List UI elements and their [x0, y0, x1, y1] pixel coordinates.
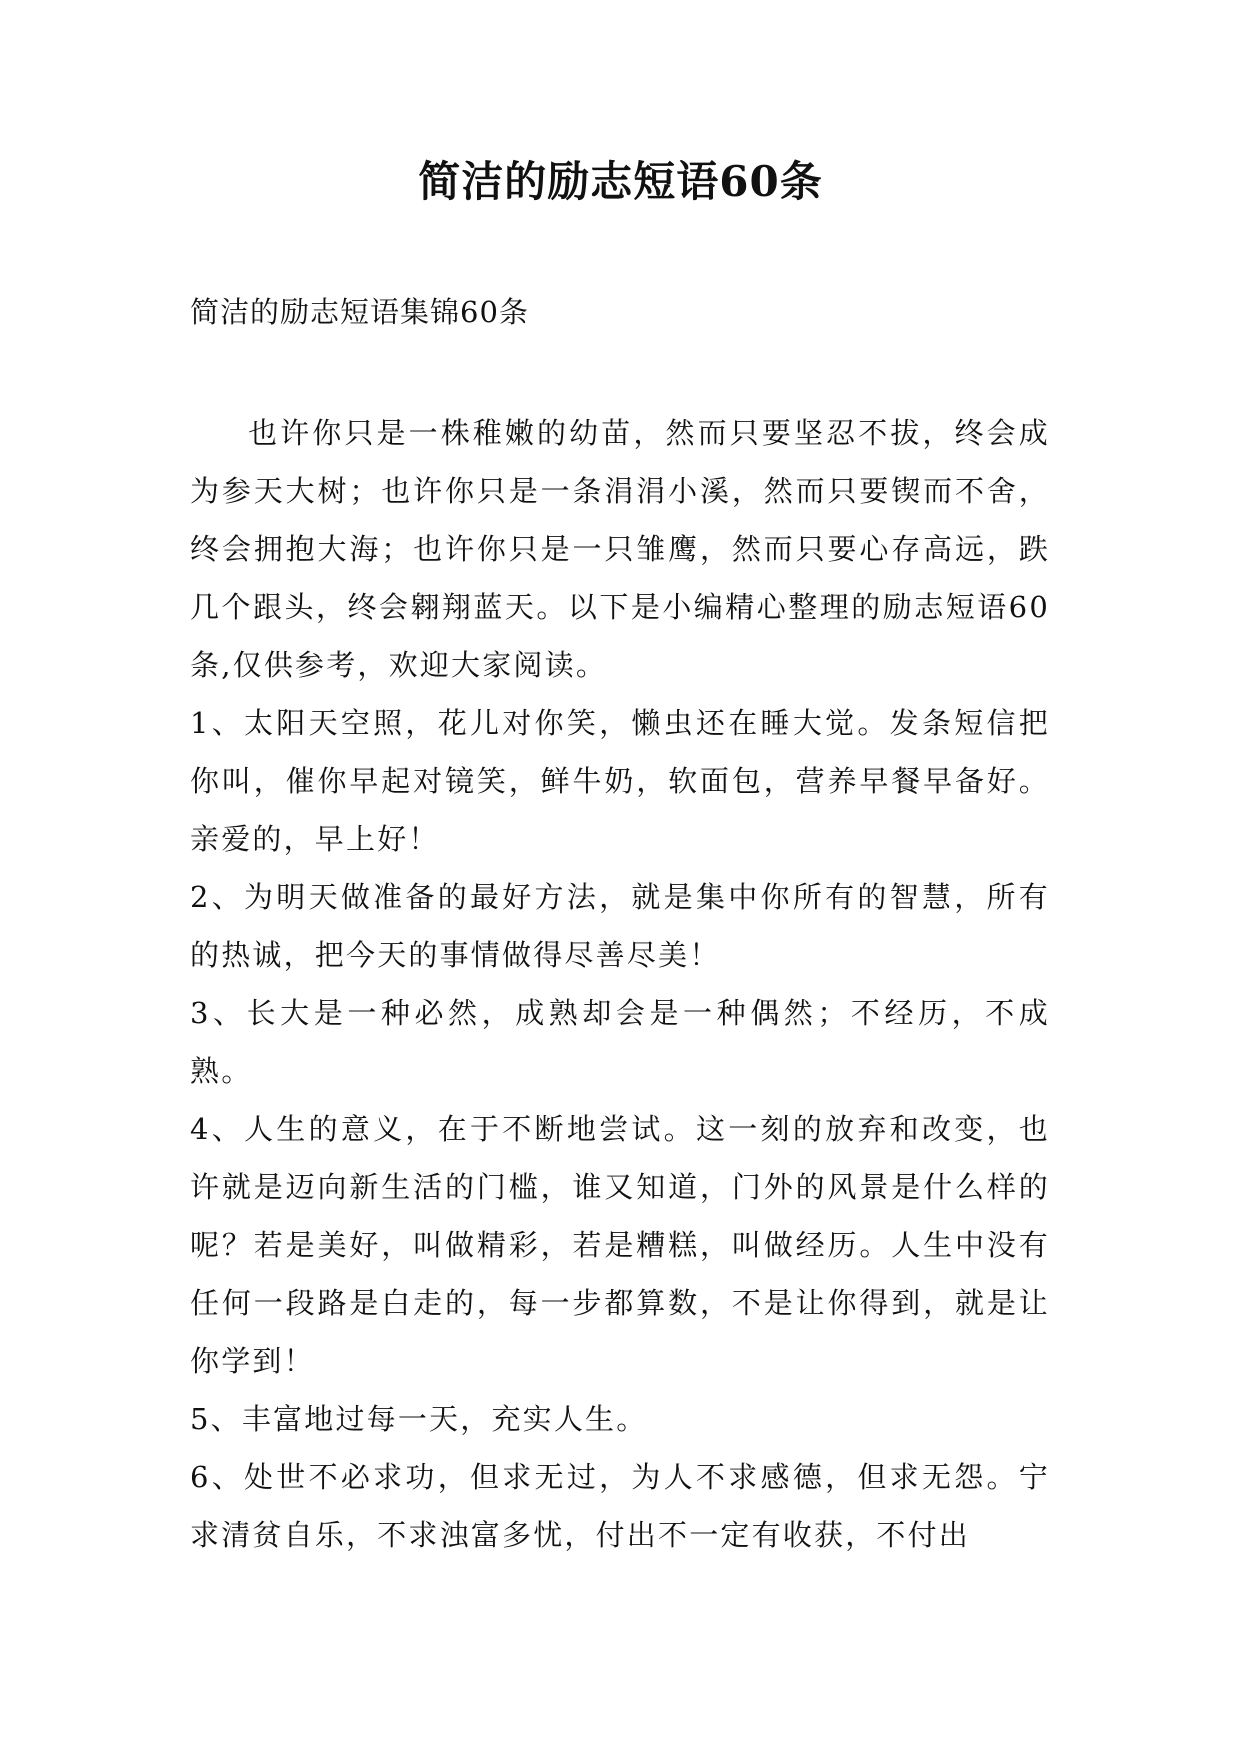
list-item: 4、人生的意义，在于不断地尝试。这一刻的放弃和改变，也许就是迈向新生活的门槛，谁又知道，门外的风景是什么样的呢？若是美好，叫做精彩，若是糟糕，叫做经历。人生中没有任何一段路是白走的，每一步都算数，不是让你得到，就是让你学到！ — [190, 1112, 1050, 1378]
document-title: 简洁的励志短语60条 — [418, 157, 823, 206]
document-body — [190, 404, 1050, 1564]
document-subtitle: 简洁的励志短语集锦60条 — [190, 295, 529, 329]
intro-paragraph: 也许你只是一株稚嫩的幼苗，然而只要坚忍不拔，终会成为参天大树；也许你只是一条涓涓小溪，然而只要锲而不舍，终会拥抱大海；也许你只是一只雏鹰，然而只要心存高远，跌几个跟头，终会翱翔蓝天。以下是小编精心整理的励志短语60条,仅供参考，欢迎大家阅读。 — [190, 416, 1050, 682]
list-item: 6、处世不必求功，但求无过，为人不求感德，但求无怨。宁求清贫自乐，不求浊富多忧，付出不一定有收获，不付出 — [190, 1460, 1050, 1552]
list-item: 2、为明天做准备的最好方法，就是集中你所有的智慧，所有的热诚，把今天的事情做得尽善尽美！ — [190, 880, 1050, 972]
list-item: 3、长大是一种必然，成熟却会是一种偶然；不经历，不成熟。 — [190, 996, 1050, 1088]
list-item: 5、丰富地过每一天，充实人生。 — [190, 1402, 648, 1436]
list-item: 1、太阳天空照，花儿对你笑，懒虫还在睡大觉。发条短信把你叫，催你早起对镜笑，鲜牛奶，软面包，营养早餐早备好。亲爱的，早上好！ — [190, 706, 1050, 856]
